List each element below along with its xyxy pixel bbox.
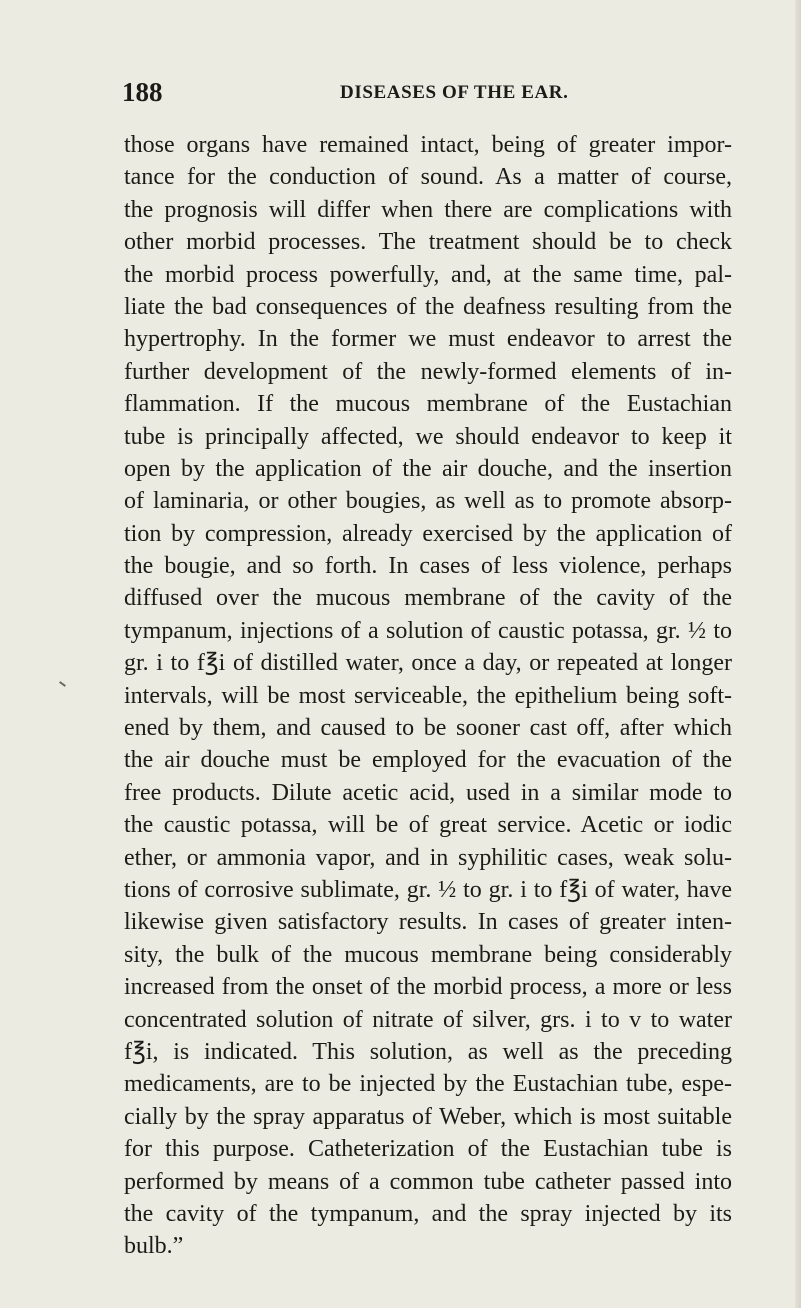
text-line: of laminaria, or other bougies, as well as to promote absorp-: [124, 488, 732, 515]
text-line: hypertrophy. In the former we must endeavor to arrest the: [124, 326, 732, 353]
text-line: concentrated solution of nitrate of silver, grs. i to v to water: [124, 1006, 732, 1033]
text-line: the bougie, and so forth. In cases of less violence, perhaps: [124, 553, 732, 580]
text-line: the air douche must be employed for the evacuation of the: [124, 747, 732, 774]
text-line: liate the bad consequences of the deafness resulting from the: [124, 293, 732, 320]
text-line: ether, or ammonia vapor, and in syphilitic cases, weak solu-: [124, 844, 732, 871]
body-text: [124, 129, 732, 1263]
text-line: ened by them, and caused to be sooner cast off, after which: [124, 715, 732, 742]
page-edge: [795, 0, 801, 1308]
text-line: f℥i, is indicated. This solution, as well as the preceding: [124, 1038, 732, 1065]
text-line: the prognosis will differ when there are complications with: [124, 196, 732, 223]
text-line: free products. Dilute acetic acid, used in a similar mode to: [124, 779, 732, 806]
text-line: tube is principally affected, we should endeavor to keep it: [124, 423, 732, 450]
text-line: for this purpose. Catheterization of the Eustachian tube is: [124, 1136, 732, 1163]
text-line: tympanum, injections of a solution of caustic potassa, gr. ½ to: [124, 617, 732, 644]
text-line: the caustic potassa, will be of great service. Acetic or iodic: [124, 812, 732, 839]
running-title: DISEASES OF THE EAR.: [340, 82, 569, 103]
text-line: the morbid process powerfully, and, at the same time, pal-: [124, 261, 732, 288]
text-line: likewise given satisfactory results. In cases of greater inten-: [124, 909, 732, 936]
text-line: sity, the bulk of the mucous membrane being considerably: [124, 941, 732, 968]
text-line: performed by means of a common tube catheter passed into: [124, 1168, 732, 1195]
text-line: tions of corrosive sublimate, gr. ½ to gr. i to f℥i of water, have: [124, 876, 732, 903]
text-line: intervals, will be most serviceable, the epithelium being soft-: [124, 682, 732, 709]
text-line: medicaments, are to be injected by the Eustachian tube, espe-: [124, 1071, 732, 1098]
text-line: further development of the newly-formed elements of in-: [124, 358, 732, 385]
text-line: other morbid processes. The treatment should be to check: [124, 229, 732, 256]
text-line: the cavity of the tympanum, and the spray injected by its: [124, 1200, 732, 1227]
margin-mark: [59, 681, 66, 687]
text-line: tion by compression, already exercised by the application of: [124, 520, 732, 547]
text-line: increased from the onset of the morbid process, a more or less: [124, 974, 732, 1001]
page-number: 188: [122, 77, 163, 107]
text-line: tance for the conduction of sound. As a matter of course,: [124, 164, 732, 191]
text-line: diffused over the mucous membrane of the cavity of the: [124, 585, 732, 612]
text-line: bulb.”: [124, 1233, 184, 1260]
page-header: [122, 76, 732, 116]
text-line: those organs have remained intact, being of greater impor-: [124, 132, 732, 158]
text-line: open by the application of the air douche, and the insertion: [124, 455, 732, 482]
text-line: gr. i to f℥i of distilled water, once a day, or repeated at longer: [124, 650, 732, 677]
text-line: flammation. If the mucous membrane of the Eustachian: [124, 391, 732, 418]
text-line: cially by the spray apparatus of Weber, which is most suitable: [124, 1103, 732, 1130]
